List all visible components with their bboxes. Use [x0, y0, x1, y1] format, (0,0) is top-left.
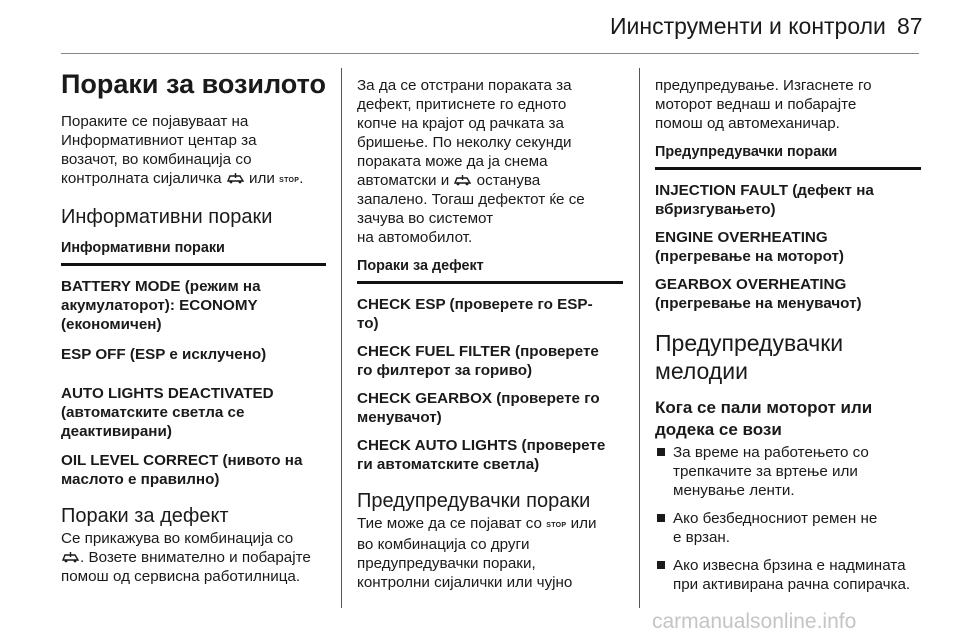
- message-check-esp: CHECK ESP (проверете го ESP- то): [357, 296, 593, 332]
- column-3: [655, 76, 921, 594]
- column-1: [61, 68, 326, 586]
- message-esp-off: ESP OFF (ESP е исклучено): [61, 346, 267, 363]
- page-header: [0, 0, 960, 52]
- warning-subheading: Предупредувачки пораки: [655, 143, 921, 170]
- message-injection-fault: INJECTION FAULT (дефект на вбризгувањето): [655, 182, 874, 218]
- message-oil-level: OIL LEVEL CORRECT (нивото на маслото е правилно): [61, 452, 303, 488]
- info-heading: Информативни пораки: [61, 206, 273, 228]
- list-item: Ако извесна брзина е надмината при активирана рачна сопирачка.: [655, 556, 921, 594]
- fault-heading: Пораки за дефект: [61, 505, 229, 527]
- stop-icon: STOP: [279, 177, 300, 184]
- message-auto-lights: AUTO LIGHTS DEACTIVATED (автоматските светла се деактивирани): [61, 385, 274, 440]
- message-check-fuel-filter: CHECK FUEL FILTER (проверете го филтерот за гориво): [357, 343, 599, 379]
- message-battery-mode: BATTERY MODE (режим на акумулаторот): ECONOMY (економичен): [61, 278, 261, 333]
- vehicle-warning-icon: [61, 551, 80, 563]
- intro-text: Пораките се појавуваат на Информативниот центар за возачот, во комбинација со контролната сијаличка или STOP.: [61, 113, 304, 187]
- warning-text: Тие може да се појават со STOP или во комбинација со други предупредувачки пораки, контролни сијалички или чујно: [357, 515, 597, 591]
- when-heading: Кога се пали моторот или додека се вози: [655, 398, 873, 439]
- list-item: Ако безбедносниот ремен не е врзан.: [655, 509, 921, 547]
- fault-clear-text: За да се отстрани пораката за дефект, притиснете го едното копче на крајот од рачката за бришење. По неколку секунди пораката може да ја снема автоматски и останува запалено. Тогаш дефектот ќе се зачува во системот на автомобилот.: [357, 77, 585, 246]
- vehicle-warning-icon: [226, 172, 245, 184]
- warning-continued-text: предупредување. Изгаснете го моторот веднаш и побарајте помош од автомеханичар.: [655, 77, 872, 132]
- melody-heading: Предупредувачки мелодии: [655, 330, 844, 384]
- watermark-text: carmanualsonline.info: [652, 610, 857, 633]
- list-item: За време на работењето со трепкачите за вртење или менување ленти.: [655, 443, 921, 500]
- column-2: [357, 76, 623, 592]
- stop-icon: STOP: [546, 522, 567, 529]
- column-divider-1: [341, 68, 342, 608]
- fault-subheading: Пораки за дефект: [357, 257, 623, 284]
- vehicle-warning-icon: [453, 174, 472, 186]
- page-number: 87: [897, 13, 923, 39]
- info-subheading: Информативни пораки: [61, 239, 326, 266]
- header-divider: [61, 53, 919, 54]
- message-check-auto-lights: CHECK AUTO LIGHTS (проверете ги автоматските светла): [357, 437, 606, 473]
- section-title: Пораки за возилото: [61, 69, 326, 99]
- column-divider-2: [639, 68, 640, 608]
- message-gearbox-overheating: GEARBOX OVERHEATING (прегревање на менувачот): [655, 276, 862, 312]
- message-engine-overheating: ENGINE OVERHEATING (прегревање на моторот): [655, 229, 844, 265]
- message-check-gearbox: CHECK GEARBOX (проверете го менувачот): [357, 390, 600, 426]
- chapter-title: Иинструменти и контроли: [610, 13, 886, 39]
- fault-text: Се прикажува во комбинација со . Возете внимателно и побарајте помош од сервисна работилница.: [61, 530, 311, 585]
- warning-heading: Предупредувачки пораки: [357, 490, 591, 512]
